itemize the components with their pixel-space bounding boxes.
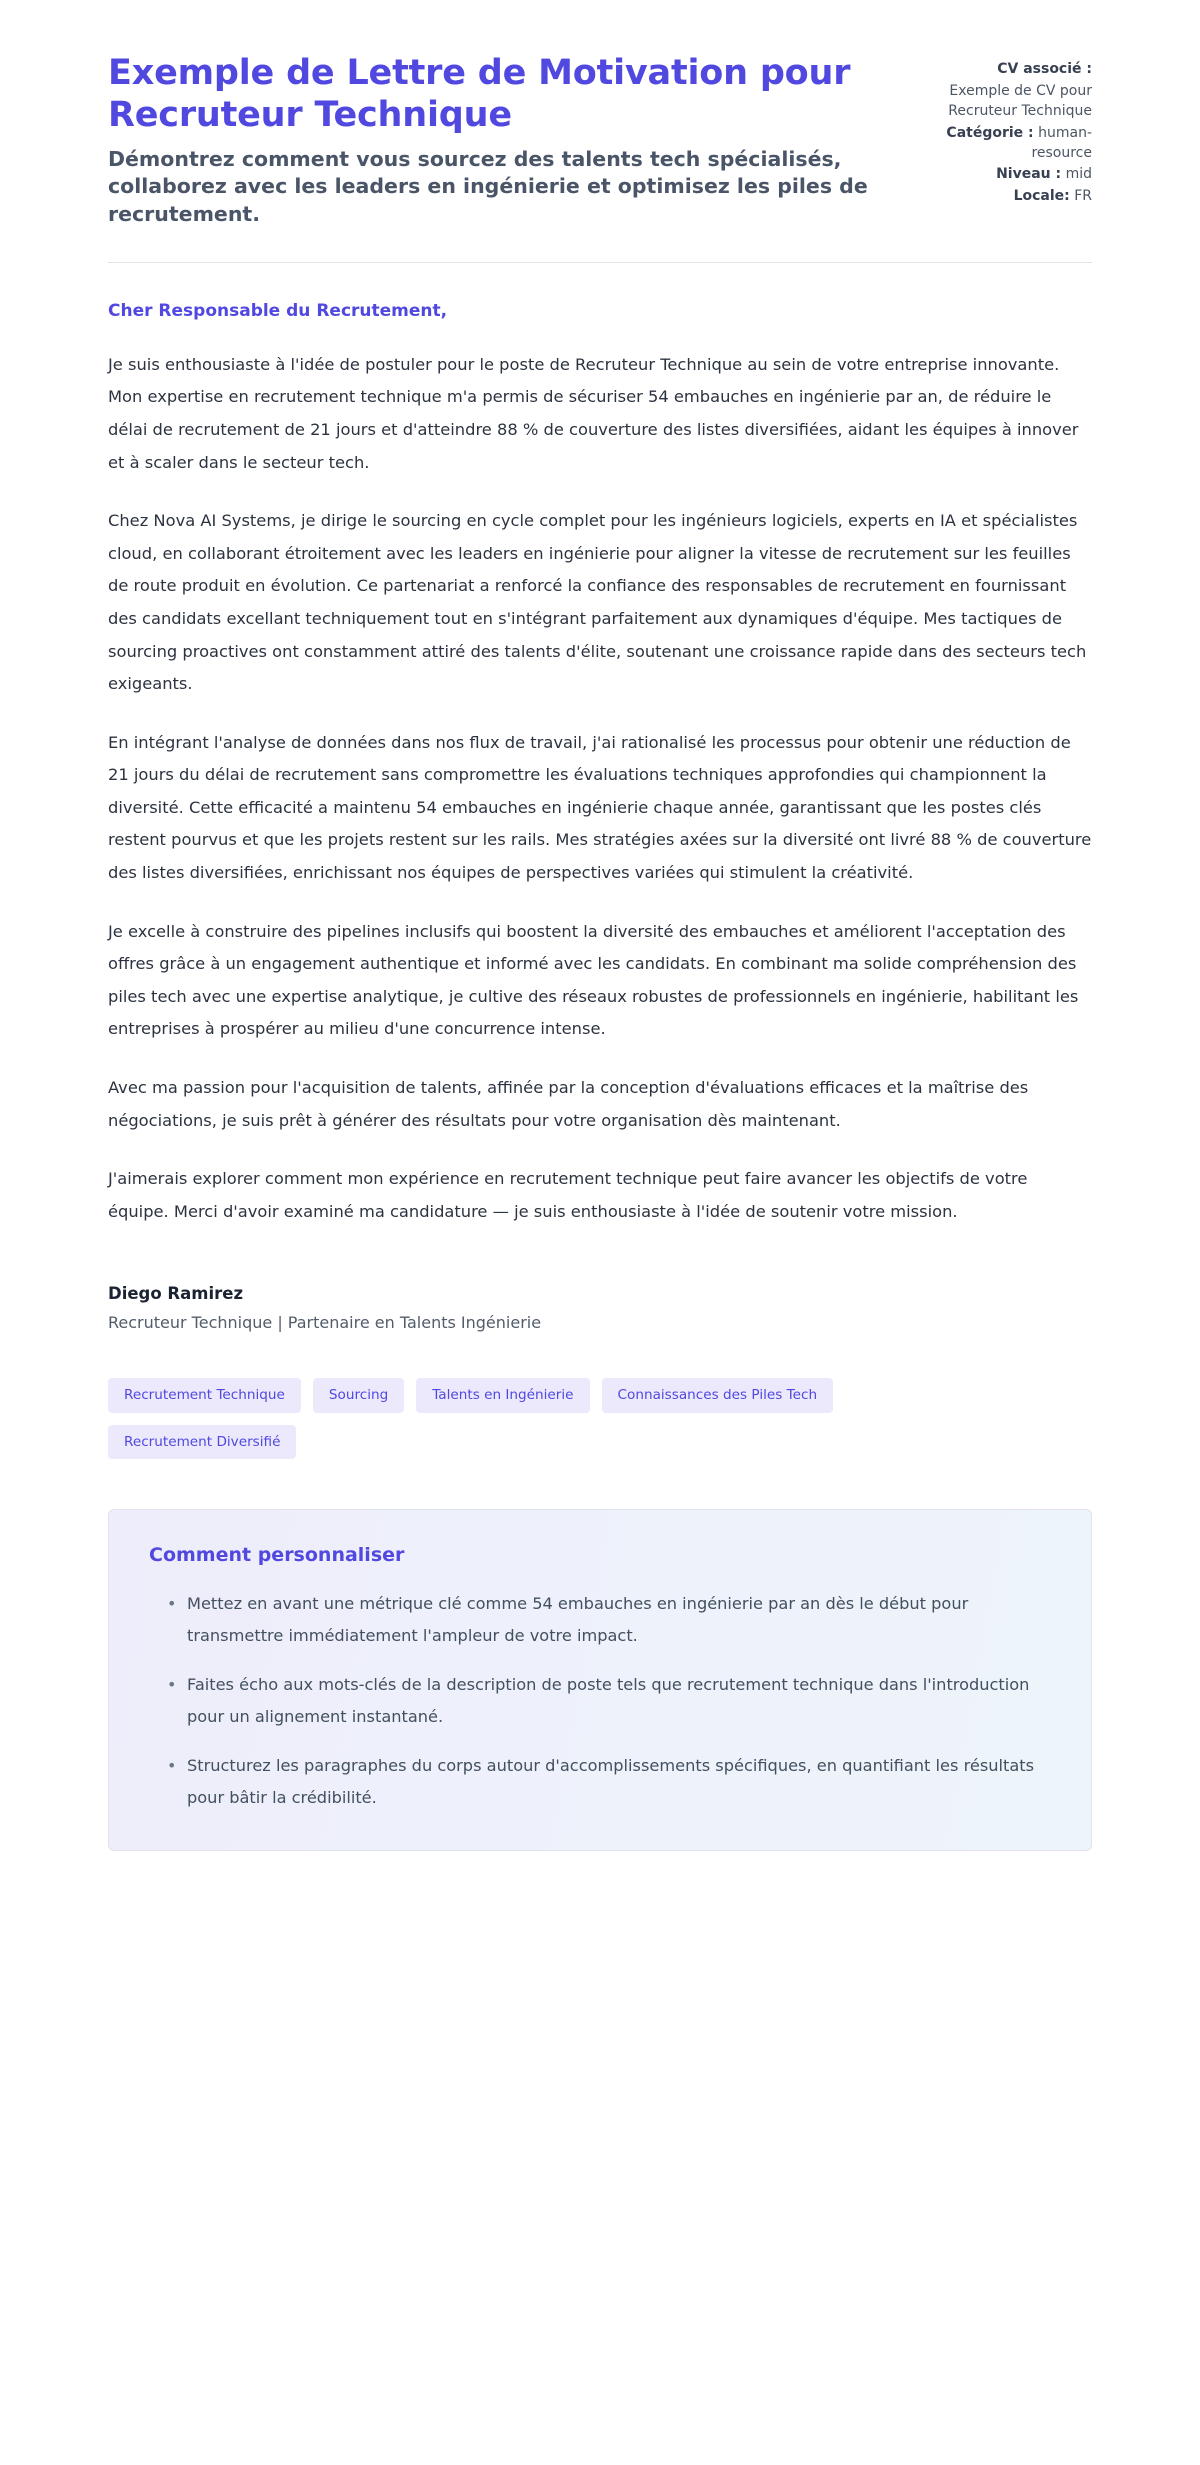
signature-name: Diego Ramirez — [108, 1284, 244, 1304]
tag-item[interactable]: Recrutement Technique — [108, 1378, 301, 1412]
tag-item[interactable]: Talents en Ingénierie — [416, 1378, 589, 1412]
meta-row-category — [940, 124, 1092, 164]
meta-row-level — [940, 165, 1092, 185]
header-text-block — [108, 52, 868, 228]
tag-item[interactable]: Recrutement Diversifié — [108, 1425, 296, 1459]
signature-block — [108, 1284, 1092, 1332]
letter-salutation: Cher Responsable du Recrutement, — [108, 300, 448, 321]
letter-paragraph: Je excelle à construire des pipelines inclusifs qui boostent la diversité des embauches et améliorent l'acceptation des offres grâce à un engagement authentique et informé avec les candidats. En combinant ma solide compréhension des piles tech avec une expertise analytique, je cultive des réseaux robustes de professionnels en ingénierie, habilitant les entreprises à prospérer au milieu d'une concurrence intense. — [108, 921, 1079, 1039]
meta-label-category: Catégorie : — [946, 124, 1034, 141]
meta-value-category: human-resource — [1031, 124, 1092, 161]
meta-row-locale — [940, 187, 1092, 207]
letter-body — [108, 263, 1092, 1229]
meta-value-locale: FR — [1074, 188, 1092, 205]
meta-label-associated-cv: CV associé : — [997, 61, 1092, 77]
letter-paragraph: J'aimerais explorer comment mon expérience en recrutement technique peut faire avancer les objectifs de votre équipe. Merci d'avoir examiné ma candidature — je suis enthousiaste à l'idée de soutenir votre mission. — [108, 1169, 1028, 1221]
page-header — [108, 52, 1092, 228]
tips-title: Comment personnaliser — [149, 1544, 405, 1567]
meta-value-associated-cv-row — [940, 82, 1092, 122]
page-title: Exemple de Lettre de Motivation pour Recruteur Technique — [108, 53, 851, 135]
tips-list — [149, 1588, 1051, 1814]
tips-item: • Structurez les paragraphes du corps autour d'accomplissements spécifiques, en quantifiant les résultats pour bâtir la crédibilité. — [171, 1750, 1051, 1813]
tag-item[interactable]: Sourcing — [313, 1378, 404, 1412]
tag-item[interactable]: Connaissances des Piles Tech — [602, 1378, 834, 1412]
meta-value-level: mid — [1065, 166, 1092, 183]
signature-role: Recruteur Technique | Partenaire en Talents Ingénierie — [108, 1313, 542, 1333]
document-metadata — [940, 52, 1092, 209]
meta-value-associated-cv: Exemple de CV pour Recruteur Technique — [948, 82, 1092, 119]
meta-row-associated-cv — [940, 60, 1092, 80]
page-subtitle: Démontrez comment vous sourcez des talents tech spécialisés, collaborez avec les leaders en ingénierie et optimisez les piles de recrutement. — [108, 147, 868, 226]
customization-tips-callout — [108, 1509, 1092, 1851]
letter-paragraph: Chez Nova AI Systems, je dirige le sourcing en cycle complet pour les ingénieurs logiciels, experts en IA et spécialistes cloud, en collaborant étroitement avec les leaders en ingénierie pour aligner la vitesse de recrutement sur les feuilles de route produit en évolution. Ce partenariat a renforcé la confiance des responsables de recrutement en fournissant des candidats excellant techniquement tout en s'intégrant parfaitement aux dynamiques d'équipe. Mes tactiques de sourcing proactives ont constamment attiré des talents d'élite, soutenant une croissance rapide dans des secteurs tech exigeants. — [108, 511, 1087, 694]
letter-paragraph: En intégrant l'analyse de données dans nos flux de travail, j'ai rationalisé les processus pour obtenir une réduction de 21 jours du délai de recrutement sans compromettre les évaluations techniques approfondies qui championnent la diversité. Cette efficacité a maintenu 54 embauches en ingénierie chaque année, garantissant que les postes clés restent pourvus et que les projets restent sur les rails. Mes stratégies axées sur la diversité ont livré 88 % de couverture des listes diversifiées, enrichissant nos équipes de perspectives variées qui stimulent la créativité. — [108, 732, 1092, 883]
letter-paragraph: Avec ma passion pour l'acquisition de talents, affinée par la conception d'évaluations efficaces et la maîtrise des négociations, je suis prêt à générer des résultats pour votre organisation dès maintenant. — [108, 1078, 1029, 1130]
tips-item: • Mettez en avant une métrique clé comme 54 embauches en ingénierie par an dès le début pour transmettre immédiatement l'ampleur de votre impact. — [171, 1588, 1051, 1651]
tag-list — [108, 1378, 988, 1459]
meta-label-level: Niveau : — [996, 166, 1062, 183]
letter-paragraph: Je suis enthousiaste à l'idée de postuler pour le poste de Recruteur Technique au sein de votre entreprise innovante. Mon expertise en recrutement technique m'a permis de sécuriser 54 embauches en ingénierie par an, de réduire le délai de recrutement de 21 jours et d'atteindre 88 % de couverture des listes diversifiées, aidant les équipes à innover et à scaler dans le secteur tech. — [108, 354, 1079, 472]
meta-label-locale: Locale: — [1013, 188, 1070, 205]
tips-item: • Faites écho aux mots-clés de la description de poste tels que recrutement technique dans l'introduction pour un alignement instantané. — [171, 1669, 1051, 1732]
